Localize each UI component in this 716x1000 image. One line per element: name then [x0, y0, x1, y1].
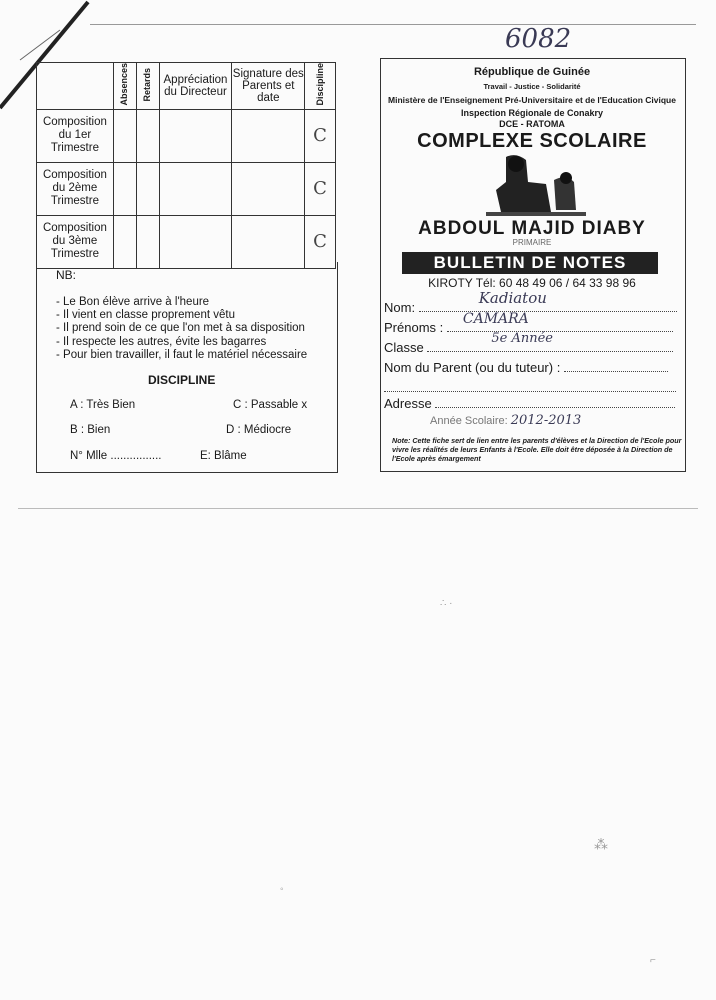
scale-a: A : Très Bien	[70, 399, 136, 411]
rules-list	[56, 296, 307, 362]
scale-d: D : Médiocre	[226, 424, 292, 436]
header-retards: Retards	[136, 63, 159, 110]
ministry-line: Ministère de l'Enseignement Pré-Universitaire et de l'Education Civique	[388, 95, 676, 105]
complexe-title: COMPLEXE SCOLAIRE	[417, 130, 647, 152]
scale-c: C : Passable x	[233, 399, 308, 411]
cell-signature	[232, 215, 305, 268]
school-year: Année Scolaire: 2012-2013	[430, 413, 582, 428]
header-discipline: Discipline	[305, 63, 336, 110]
school-logo-icon	[476, 152, 596, 222]
classe-field: Classe 5e Année	[384, 340, 680, 355]
republic-heading: République de Guinée	[473, 66, 591, 78]
list-item: - Il prend soin de ce que l'on met à sa disposition	[56, 322, 305, 335]
scale-c-mark: x	[301, 399, 308, 411]
cell-absences	[113, 109, 136, 162]
school-year-value: 2012-2013	[510, 413, 582, 428]
prenoms-field: Prénoms : CAMARA	[384, 320, 680, 335]
scan-speck: ∴ ·	[440, 598, 453, 609]
cell-retards	[136, 109, 159, 162]
primaire-label: PRIMAIRE	[512, 238, 552, 247]
dce-line: DCE - RATOMA	[499, 119, 565, 129]
header-absences: Absences	[113, 63, 136, 110]
list-item: - Il vient en classe proprement vêtu	[56, 309, 235, 322]
scan-speck: ⌐	[650, 955, 656, 966]
list-item: - Il respecte les autres, évite les bagarres	[56, 335, 267, 348]
card-note: Note: Cette fiche sert de lien entre les parents d'élèves et la Direction de l'Ecole pour vivre les réalités de leurs Enfants à l'Ecole. Elle doit être déposée à la Direction de l'Ecole après émargement	[392, 436, 682, 463]
school-name: ABDOUL MAJID DIABY	[418, 218, 646, 239]
cell-absences	[113, 215, 136, 268]
row-label: Composition du 3ème Trimestre	[37, 215, 114, 268]
cell-discipline: C	[305, 109, 336, 162]
discipline-title: DISCIPLINE	[148, 373, 216, 387]
parent-field-line2	[384, 380, 680, 395]
bulletin-banner: BULLETIN DE NOTES	[402, 252, 658, 274]
attendance-table	[36, 62, 336, 269]
parent-field: Nom du Parent (ou du tuteur) :	[384, 360, 680, 375]
table-row	[37, 215, 336, 268]
nom-value: Kadiatou	[478, 289, 547, 307]
inspection-line: Inspection Régionale de Conakry	[460, 108, 604, 118]
national-motto: Travail - Justice - Solidarité	[483, 82, 581, 91]
cell-appreciation	[159, 162, 232, 215]
scale-b: B : Bien	[70, 424, 111, 436]
classe-value: 5e Année	[491, 331, 553, 346]
cell-signature	[232, 162, 305, 215]
nb-label: NB:	[56, 268, 77, 282]
scale-e: E: Blâme	[200, 450, 247, 462]
cell-appreciation	[159, 215, 232, 268]
nom-field: Nom: Kadiatou	[384, 300, 680, 315]
table-row	[37, 109, 336, 162]
matricule-field: N° Mlle ................	[70, 450, 162, 462]
corner-cell	[37, 63, 114, 110]
contact-line: KIROTY Tél: 60 48 49 06 / 64 33 98 96	[428, 276, 636, 290]
notes-box	[36, 262, 338, 473]
cell-signature	[232, 109, 305, 162]
list-item: - Le Bon élève arrive à l'heure	[56, 296, 210, 308]
cell-discipline: C	[305, 162, 336, 215]
handwritten-ref-number: 6082	[505, 24, 572, 54]
header-signature: Signature des Parents et date	[232, 63, 305, 110]
top-scan-line	[90, 24, 696, 25]
scan-speck: ⁂	[594, 836, 608, 852]
adresse-field: Adresse	[384, 396, 680, 411]
cell-discipline: C	[305, 215, 336, 268]
cell-absences	[113, 162, 136, 215]
cell-retards	[136, 215, 159, 268]
header-appreciation: Appréciation du Directeur	[159, 63, 232, 110]
scan-speck: ◦	[280, 884, 284, 895]
bottom-scan-line	[18, 508, 698, 509]
row-label: Composition du 1er Trimestre	[37, 109, 114, 162]
row-label: Composition du 2ème Trimestre	[37, 162, 114, 215]
table-row	[37, 162, 336, 215]
prenoms-value: CAMARA	[462, 311, 529, 327]
list-item: - Pour bien travailler, il faut le matériel nécessaire	[56, 348, 308, 361]
cell-retards	[136, 162, 159, 215]
cell-appreciation	[159, 109, 232, 162]
table-header-row	[37, 63, 336, 110]
